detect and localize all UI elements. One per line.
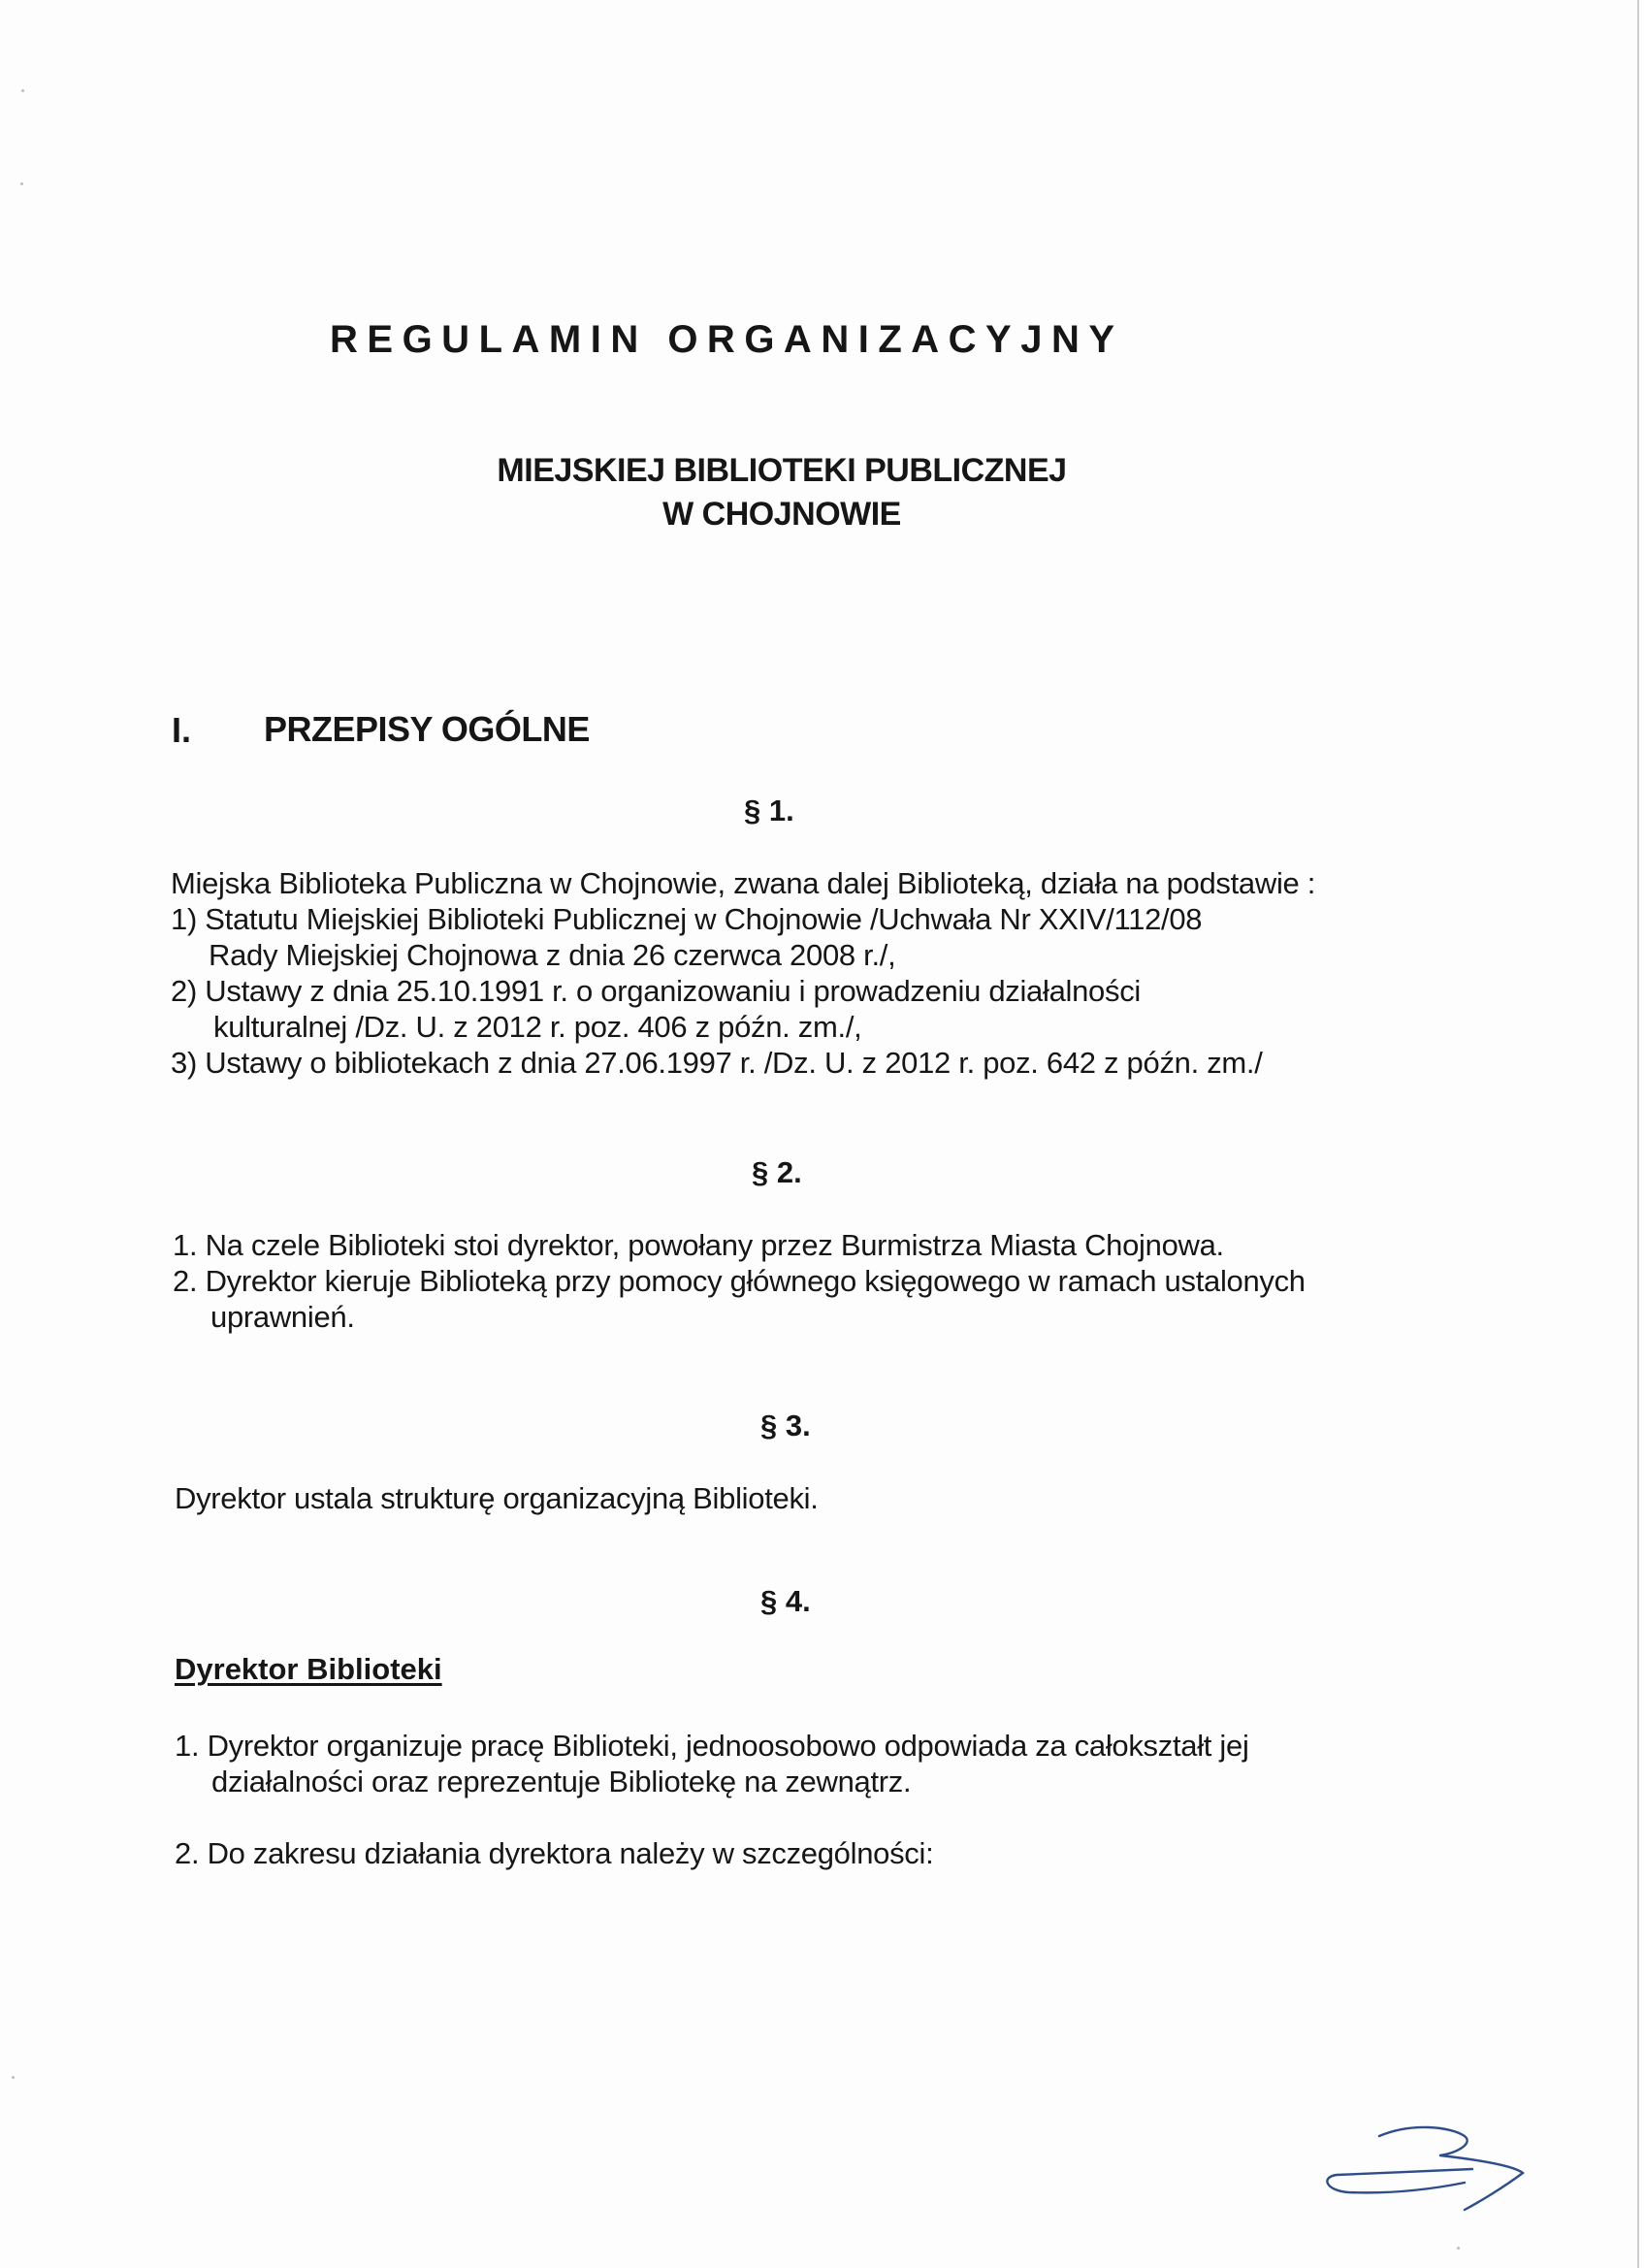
section-mark-1: § 1.	[744, 794, 794, 827]
chapter-title: PRZEPISY OGÓLNE	[264, 709, 590, 749]
document-subtitle-line1: MIEJSKIEJ BIBLIOTEKI PUBLICZNEJ	[497, 452, 1067, 489]
section-2-item-1: 1. Na czele Biblioteki stoi dyrektor, powołany przez Burmistrza Miasta Chojnowa.	[173, 1228, 1224, 1262]
section-mark-3: § 3.	[760, 1409, 811, 1442]
section-2-item-2: 2. Dyrektor kieruje Biblioteką przy pomocy głównego księgowego w ramach ustalonych	[173, 1264, 1306, 1298]
document-subtitle-line2: W CHOJNOWIE	[662, 496, 901, 533]
chapter-number: I.	[172, 710, 192, 750]
signature-icon	[1319, 2115, 1542, 2221]
section-4-item-1-cont: działalności oraz reprezentuje Bibliotekę na zewnątrz.	[211, 1765, 912, 1798]
section-mark-2: § 2.	[752, 1155, 802, 1189]
section-4-item-1: 1. Dyrektor organizuje pracę Biblioteki, jednoosobowo odpowiada za całokształt jej	[175, 1729, 1249, 1763]
section-1-item-2-cont: kulturalnej /Dz. U. z 2012 r. poz. 406 z późn. zm./,	[213, 1010, 862, 1044]
section-4-heading: Dyrektor Biblioteki	[175, 1652, 442, 1686]
document-title: REGULAMIN ORGANIZACYJNY	[330, 318, 1124, 361]
section-mark-4: § 4.	[760, 1584, 811, 1618]
section-1-intro: Miejska Biblioteka Publiczna w Chojnowie, zwana dalej Biblioteką, działa na podstawie :	[171, 866, 1316, 900]
scan-edge	[1637, 0, 1639, 2268]
section-1-item-1: 1) Statutu Miejskiej Biblioteki Publicznej w Chojnowie /Uchwała Nr XXIV/112/08	[171, 902, 1203, 936]
section-1-item-1-cont: Rady Miejskiej Chojnowa z dnia 26 czerwca 2008 r./,	[209, 938, 896, 972]
section-1-item-3: 3) Ustawy o bibliotekach z dnia 27.06.1997 r. /Dz. U. z 2012 r. poz. 642 z późn. zm./	[171, 1046, 1263, 1080]
section-1-item-2: 2) Ustawy z dnia 25.10.1991 r. o organizowaniu i prowadzeniu działalności	[171, 974, 1141, 1008]
section-4-item-2: 2. Do zakresu działania dyrektora należy w szczególności:	[175, 1836, 934, 1870]
section-2-item-2-cont: uprawnień.	[210, 1300, 355, 1334]
section-3-text: Dyrektor ustala strukturę organizacyjną Biblioteki.	[175, 1481, 819, 1515]
